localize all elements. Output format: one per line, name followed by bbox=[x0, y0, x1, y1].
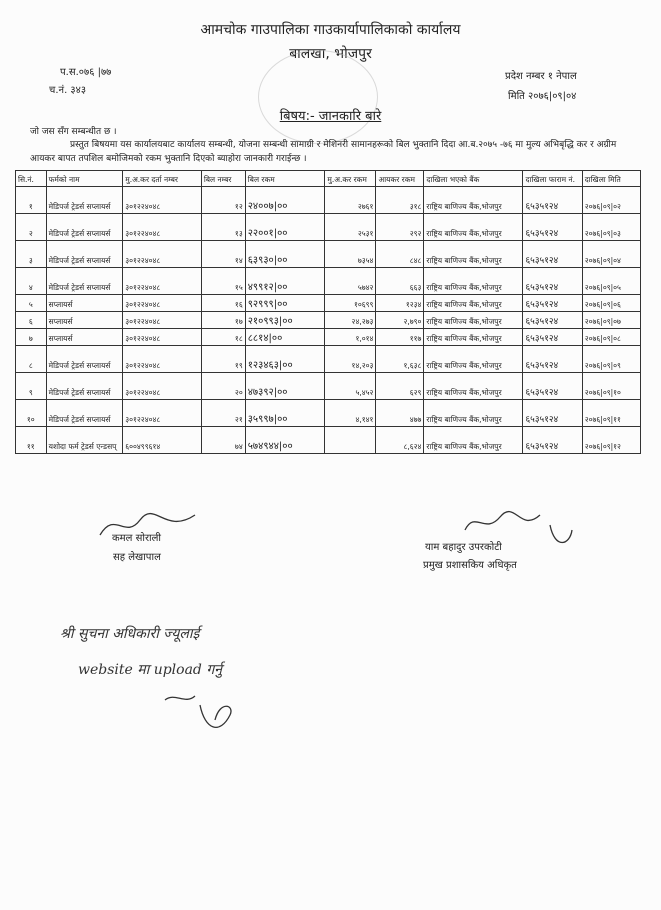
table-cell-bill-amt: ४७३९२|०० bbox=[245, 373, 325, 400]
table-cell-bill-no: १७ bbox=[201, 312, 245, 329]
table-cell-vat: ३०१२२४०४८ bbox=[123, 187, 202, 214]
table-cell-vat-amt: २५३१ bbox=[325, 214, 376, 241]
signature-left-name: कमल सोराली bbox=[112, 533, 162, 544]
table-cell-date: २०७६|०९|११ bbox=[582, 400, 640, 427]
table-cell-sn: १० bbox=[16, 400, 47, 427]
letter-date: मिति २०७६|०९|०४ bbox=[508, 91, 577, 102]
signature-right-name: याम बहादुर उपरकोटी bbox=[425, 542, 502, 553]
table-cell-form-no: ६५३५१२४ bbox=[523, 427, 582, 454]
table-cell-form-no: ६५३५१२४ bbox=[523, 214, 582, 241]
table-cell-vat: ३०१२२४०४८ bbox=[123, 329, 202, 346]
table-cell-bank: राष्ट्रिय बाणिज्य बैंक,भोजपुर bbox=[424, 400, 523, 427]
table-cell-sn: ५ bbox=[16, 295, 47, 312]
table-cell-tax-amt: ६२९ bbox=[376, 373, 424, 400]
table-row bbox=[16, 268, 641, 295]
table-cell-sn: ४ bbox=[16, 268, 47, 295]
table-cell-form-no: ६५३५१२४ bbox=[523, 346, 582, 373]
table-cell-bill-no: १४ bbox=[201, 241, 245, 268]
table-header-cell: दाखिला फाराम नं. bbox=[523, 171, 582, 187]
table-cell-tax-amt: ८४८ bbox=[376, 241, 424, 268]
table-cell-firm: मेडिपर्ज ट्रेडर्स सप्लायर्स bbox=[46, 373, 123, 400]
office-title: आमचोक गाउपालिका गाउकार्यापालिकाको कार्यालय bbox=[200, 22, 461, 38]
table-header-cell: फर्मको नाम bbox=[46, 171, 123, 187]
table-header-row bbox=[16, 171, 641, 187]
table-cell-bill-amt: २१०९९३|०० bbox=[245, 312, 325, 329]
table-cell-form-no: ६५३५१२४ bbox=[523, 295, 582, 312]
table-cell-tax-amt: १,६३८ bbox=[376, 346, 424, 373]
table-row bbox=[16, 329, 641, 346]
table-cell-bank: राष्ट्रिय बाणिज्य बैंक,भोजपुर bbox=[424, 241, 523, 268]
table-cell-date: २०७६|०९|०३ bbox=[582, 214, 640, 241]
table-cell-bill-no: १८ bbox=[201, 329, 245, 346]
table-cell-vat-amt: ४,१४१ bbox=[325, 400, 376, 427]
table-cell-date: २०७६|०९|०५ bbox=[582, 268, 640, 295]
dispatch-number: च.नं. ३४३ bbox=[49, 85, 87, 96]
table-cell-firm: मेडिपर्ज ट्रेडर्स सप्लायर्स bbox=[46, 187, 123, 214]
table-cell-firm: यशोदा फर्म ट्रेडर्स एन्डसप् bbox=[46, 427, 123, 454]
handwritten-initial bbox=[160, 690, 250, 740]
province-line: प्रदेश नम्बर १ नेपाल bbox=[505, 71, 577, 82]
table-cell-bill-no: ७४ bbox=[201, 427, 245, 454]
table-cell-bill-no: १९ bbox=[201, 346, 245, 373]
table-cell-vat: ३०१२२४०४८ bbox=[123, 346, 202, 373]
table-cell-sn: १ bbox=[16, 187, 47, 214]
table-header-cell: मु.अ.कर रकम bbox=[325, 171, 376, 187]
table-cell-bill-amt: ३५९९७|०० bbox=[245, 400, 325, 427]
table-cell-bill-amt: ५७४९४४|०० bbox=[245, 427, 325, 454]
table-cell-form-no: ६५३५१२४ bbox=[523, 268, 582, 295]
table-cell-vat-amt: २४,२७३ bbox=[325, 312, 376, 329]
table-header-cell: बिल नम्बर bbox=[201, 171, 245, 187]
table-header-cell: आयकर रकम bbox=[376, 171, 424, 187]
table-cell-firm: मेडिपर्ज ट्रेडर्स सप्लायर्स bbox=[46, 400, 123, 427]
table-cell-vat-amt: ५,४५२ bbox=[325, 373, 376, 400]
table-cell-vat: ६००४९९६१४ bbox=[123, 427, 202, 454]
table-cell-bank: राष्ट्रिय बाणिज्य बैंक,भोजपुर bbox=[424, 346, 523, 373]
table-cell-vat: ३०१२२४०४८ bbox=[123, 214, 202, 241]
table-cell-date: २०७६|०९|०८ bbox=[582, 329, 640, 346]
table-cell-bill-no: १२ bbox=[201, 187, 245, 214]
table-cell-tax-amt: ८,६२४ bbox=[376, 427, 424, 454]
signature-scribble-left bbox=[95, 505, 205, 545]
table-cell-date: २०७६|०९|१० bbox=[582, 373, 640, 400]
table-cell-date: २०७६|०९|०२ bbox=[582, 187, 640, 214]
table-cell-bank: राष्ट्रिय बाणिज्य बैंक,भोजपुर bbox=[424, 187, 523, 214]
table-header-cell: सि.नं. bbox=[16, 171, 47, 187]
table-cell-tax-amt: २९२ bbox=[376, 214, 424, 241]
table-cell-date: २०७६|०९|१२ bbox=[582, 427, 640, 454]
salutation: जो जस सँग सम्बन्धीत छ । bbox=[30, 127, 117, 137]
table-cell-firm: मेडिपर्ज ट्रेडर्स सप्लायर्स bbox=[46, 346, 123, 373]
table-cell-bill-no: १६ bbox=[201, 295, 245, 312]
table-cell-bill-amt: ८८१४|०० bbox=[245, 329, 325, 346]
handwritten-note-line2: website मा upload गर्नु bbox=[78, 662, 222, 678]
table-cell-vat-amt bbox=[325, 427, 376, 454]
table-cell-vat-amt: २७६१ bbox=[325, 187, 376, 214]
table-cell-sn: ११ bbox=[16, 427, 47, 454]
table-header-cell: दाखिला मिति bbox=[582, 171, 640, 187]
table-cell-bank: राष्ट्रिय बाणिज्य बैंक,भोजपुर bbox=[424, 427, 523, 454]
table-cell-bill-amt: २४००७|०० bbox=[245, 187, 325, 214]
table-row bbox=[16, 373, 641, 400]
table-cell-bank: राष्ट्रिय बाणिज्य बैंक,भोजपुर bbox=[424, 312, 523, 329]
table-cell-sn: ९ bbox=[16, 373, 47, 400]
signature-right-post: प्रमुख प्रशासकिय अधिकृत bbox=[423, 560, 517, 571]
table-row bbox=[16, 312, 641, 329]
table-cell-tax-amt: ४७७ bbox=[376, 400, 424, 427]
table-cell-date: २०७६|०९|०४ bbox=[582, 241, 640, 268]
table-cell-vat-amt: १,०१४ bbox=[325, 329, 376, 346]
signature-left-post: सह लेखापाल bbox=[113, 552, 161, 563]
table-cell-form-no: ६५३५१२४ bbox=[523, 400, 582, 427]
table-cell-tax-amt: ६६३ bbox=[376, 268, 424, 295]
table-cell-vat-amt: १४,२०३ bbox=[325, 346, 376, 373]
table-header-cell: बिल रकम bbox=[245, 171, 325, 187]
table-cell-bank: राष्ट्रिय बाणिज्य बैंक,भोजपुर bbox=[424, 295, 523, 312]
table-cell-tax-amt: २,७९० bbox=[376, 312, 424, 329]
table-row bbox=[16, 427, 641, 454]
table-row bbox=[16, 214, 641, 241]
table-cell-firm: मेडिपर्ज ट्रेडर्स सप्लायर्स bbox=[46, 268, 123, 295]
table-cell-form-no: ६५३५१२४ bbox=[523, 329, 582, 346]
table-cell-bill-no: २१ bbox=[201, 400, 245, 427]
table-cell-sn: ८ bbox=[16, 346, 47, 373]
table-cell-bill-no: २० bbox=[201, 373, 245, 400]
table-cell-tax-amt: १२३४ bbox=[376, 295, 424, 312]
table-cell-bill-amt: २२००१|०० bbox=[245, 214, 325, 241]
table-cell-firm: मेडिपर्ज ट्रेडर्स सप्लायर्स bbox=[46, 241, 123, 268]
table-cell-firm: मेडिपर्ज ट्रेडर्स सप्लायर्स bbox=[46, 214, 123, 241]
table-cell-firm: सप्लायर्स bbox=[46, 329, 123, 346]
table-cell-bank: राष्ट्रिय बाणिज्य बैंक,भोजपुर bbox=[424, 214, 523, 241]
office-place: बालखा, भोजपुर bbox=[289, 46, 372, 62]
reference-number: प.स.०७६ |७७ bbox=[60, 67, 112, 78]
table-row bbox=[16, 400, 641, 427]
table-cell-sn: ७ bbox=[16, 329, 47, 346]
table-row bbox=[16, 346, 641, 373]
signature-scribble-right bbox=[460, 505, 580, 560]
table-cell-vat: ३०१२२४०४८ bbox=[123, 312, 202, 329]
table-cell-vat: ३०१२२४०४८ bbox=[123, 373, 202, 400]
table-cell-vat-amt: १०६९९ bbox=[325, 295, 376, 312]
table-cell-bank: राष्ट्रिय बाणिज्य बैंक,भोजपुर bbox=[424, 268, 523, 295]
payment-table bbox=[15, 170, 641, 454]
table-cell-bill-no: १५ bbox=[201, 268, 245, 295]
table-cell-vat: ३०१२२४०४८ bbox=[123, 400, 202, 427]
table-cell-date: २०७६|०९|०९ bbox=[582, 346, 640, 373]
table-cell-vat: ३०१२२४०४८ bbox=[123, 295, 202, 312]
table-cell-date: २०७६|०९|०६ bbox=[582, 295, 640, 312]
table-cell-form-no: ६५३५१२४ bbox=[523, 373, 582, 400]
table-cell-bank: राष्ट्रिय बाणिज्य बैंक,भोजपुर bbox=[424, 373, 523, 400]
table-cell-tax-amt: ११७ bbox=[376, 329, 424, 346]
table-cell-vat-amt: ५७४२ bbox=[325, 268, 376, 295]
table-cell-sn: ३ bbox=[16, 241, 47, 268]
table-cell-date: २०७६|०९|०७ bbox=[582, 312, 640, 329]
table-cell-bill-amt: ६३९३०|०० bbox=[245, 241, 325, 268]
table-cell-form-no: ६५३५१२४ bbox=[523, 312, 582, 329]
table-cell-vat: ३०१२२४०४८ bbox=[123, 268, 202, 295]
table-cell-tax-amt: ३१८ bbox=[376, 187, 424, 214]
table-cell-bank: राष्ट्रिय बाणिज्य बैंक,भोजपुर bbox=[424, 329, 523, 346]
letter-body: प्रस्तुत बिषयमा यस कार्यालयबाट कार्यालय सम्बन्धी, योजना सम्बन्धी सामाग्री र मेशिनरी सामानहरूको बिल भुक्तानि दिदा आ.ब.२०७५ -७६ मा मुल्य अभिबृद्धि कर र अग्रीम आयकर बापत तपशिल बमोजिमको रकम भुक्तानि दिएको ब्याहोरा जानकारी गराईन्छ । bbox=[30, 140, 617, 164]
table-cell-bill-no: १३ bbox=[201, 214, 245, 241]
table-cell-bill-amt: ४९९१२|०० bbox=[245, 268, 325, 295]
table-cell-vat: ३०१२२४०४८ bbox=[123, 241, 202, 268]
letter-subject: बिषय:- जानकारि बारे bbox=[279, 109, 382, 124]
table-row bbox=[16, 241, 641, 268]
table-header-cell: मु.अ.कर दर्ता नम्बर bbox=[123, 171, 202, 187]
table-header-cell: दाखिला भएको बैंक bbox=[424, 171, 523, 187]
table-cell-bill-amt: १२३४६३|०० bbox=[245, 346, 325, 373]
table-cell-form-no: ६५३५१२४ bbox=[523, 241, 582, 268]
table-cell-sn: २ bbox=[16, 214, 47, 241]
office-seal bbox=[258, 50, 378, 144]
handwritten-note-line1: श्री सुचना अधिकारी ज्यूलाई bbox=[60, 626, 200, 642]
table-row bbox=[16, 295, 641, 312]
table-cell-firm: सप्लायर्स bbox=[46, 312, 123, 329]
table-cell-firm: सप्लायर्स bbox=[46, 295, 123, 312]
table-row bbox=[16, 187, 641, 214]
table-cell-vat-amt: ७३५४ bbox=[325, 241, 376, 268]
table-cell-form-no: ६५३५१२४ bbox=[523, 187, 582, 214]
table-cell-bill-amt: ९२९९९|०० bbox=[245, 295, 325, 312]
table-cell-sn: ६ bbox=[16, 312, 47, 329]
